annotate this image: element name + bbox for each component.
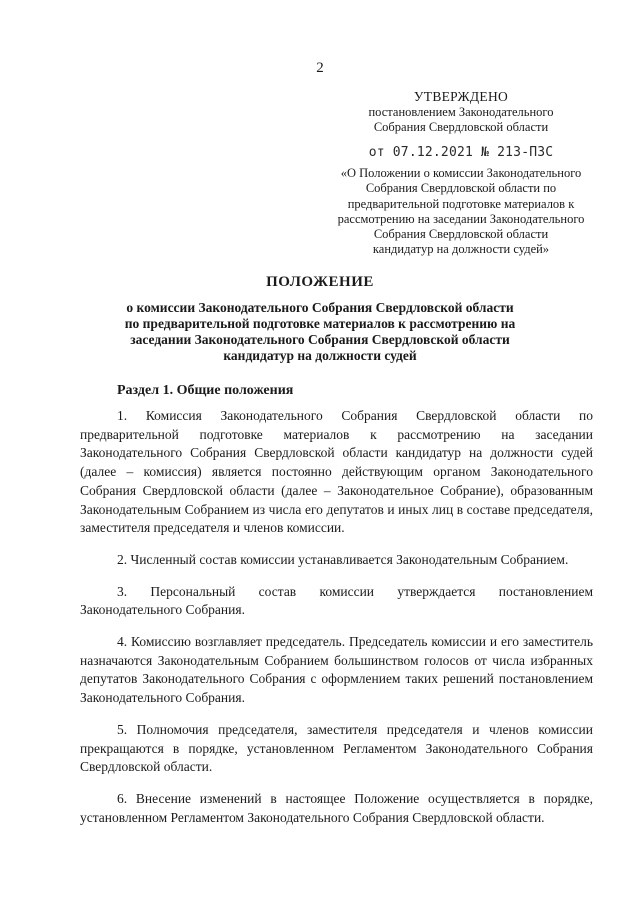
subtitle-line: о комиссии Законодательного Собрания Свердловской области	[126, 300, 514, 315]
page-number: 2	[316, 60, 324, 76]
subtitle-line: кандидатур на должности судей	[223, 348, 417, 363]
document-title: ПОЛОЖЕНИЕ	[266, 274, 374, 290]
approval-line: постановлением Законодательного	[368, 104, 554, 119]
decree-title-line: «О Положении о комиссии Законодательного	[340, 166, 582, 180]
paragraph: 2. Численный состав комиссии устанавливается Законодательным Собранием.	[117, 551, 569, 567]
decree-title	[326, 166, 596, 258]
paragraph: 3. Персональный состав комиссии утверждается постановлением Законодательного Собрания.	[80, 583, 593, 618]
decree-title-line: кандидатур на должности судей»	[372, 242, 550, 257]
document-subtitle	[60, 300, 580, 364]
approval-heading: УТВЕРЖДЕНО	[413, 89, 509, 104]
document-body	[80, 407, 593, 840]
decree-title-line: рассмотрению на заседании Законодательного	[337, 211, 585, 226]
decree-number-stamp: от 07.12.2021 № 213-ПЗС	[368, 144, 554, 160]
decree-title-line: Собрания Свердловской области	[373, 227, 549, 242]
decree-title-line: предварительной подготовке материалов к	[347, 196, 575, 211]
subtitle-line: по предварительной подготовке материалов к рассмотрению на	[124, 316, 516, 331]
section-heading: Раздел 1. Общие положения	[117, 383, 294, 398]
paragraph: 4. Комиссию возглавляет председатель. Председатель комиссии и его заместитель назначаются Законодательным Собранием большинством голосов от числа избранных депутатов Законодательного Собрания с оформлением таких решений постановлением Законодательного Собрания.	[80, 634, 593, 706]
paragraph: 6. Внесение изменений в настоящее Положение осуществляется в порядке, установленном Регламентом Законодательного Собрания Свердловской области.	[80, 790, 593, 825]
approval-block	[326, 89, 596, 258]
decree-title-line: Собрания Свердловской области по	[365, 181, 557, 196]
approval-line: Собрания Свердловской области	[373, 120, 549, 134]
subtitle-line: заседании Законодательного Собрания Свердловской области	[130, 332, 510, 347]
paragraph: 1. Комиссия Законодательного Собрания Свердловской области по предварительной подготовке материалов к рассмотрению на заседании Законодательного Собрания Свердловской области кандидатур на должности судей (далее – комиссия) является постоянно действующим органом Законодательного Собрания Свердловской области (далее – Законодательное Собрание), образованным Законодательным Собранием из числа его депутатов и иных лиц в составе председателя, заместителя председателя и членов комиссии.	[80, 408, 593, 536]
document-title-block	[0, 274, 640, 364]
paragraph: 5. Полномочия председателя, заместителя председателя и членов комиссии прекращаются в порядке, установленном Регламентом Законодательного Собрания Свердловской области.	[80, 721, 593, 775]
